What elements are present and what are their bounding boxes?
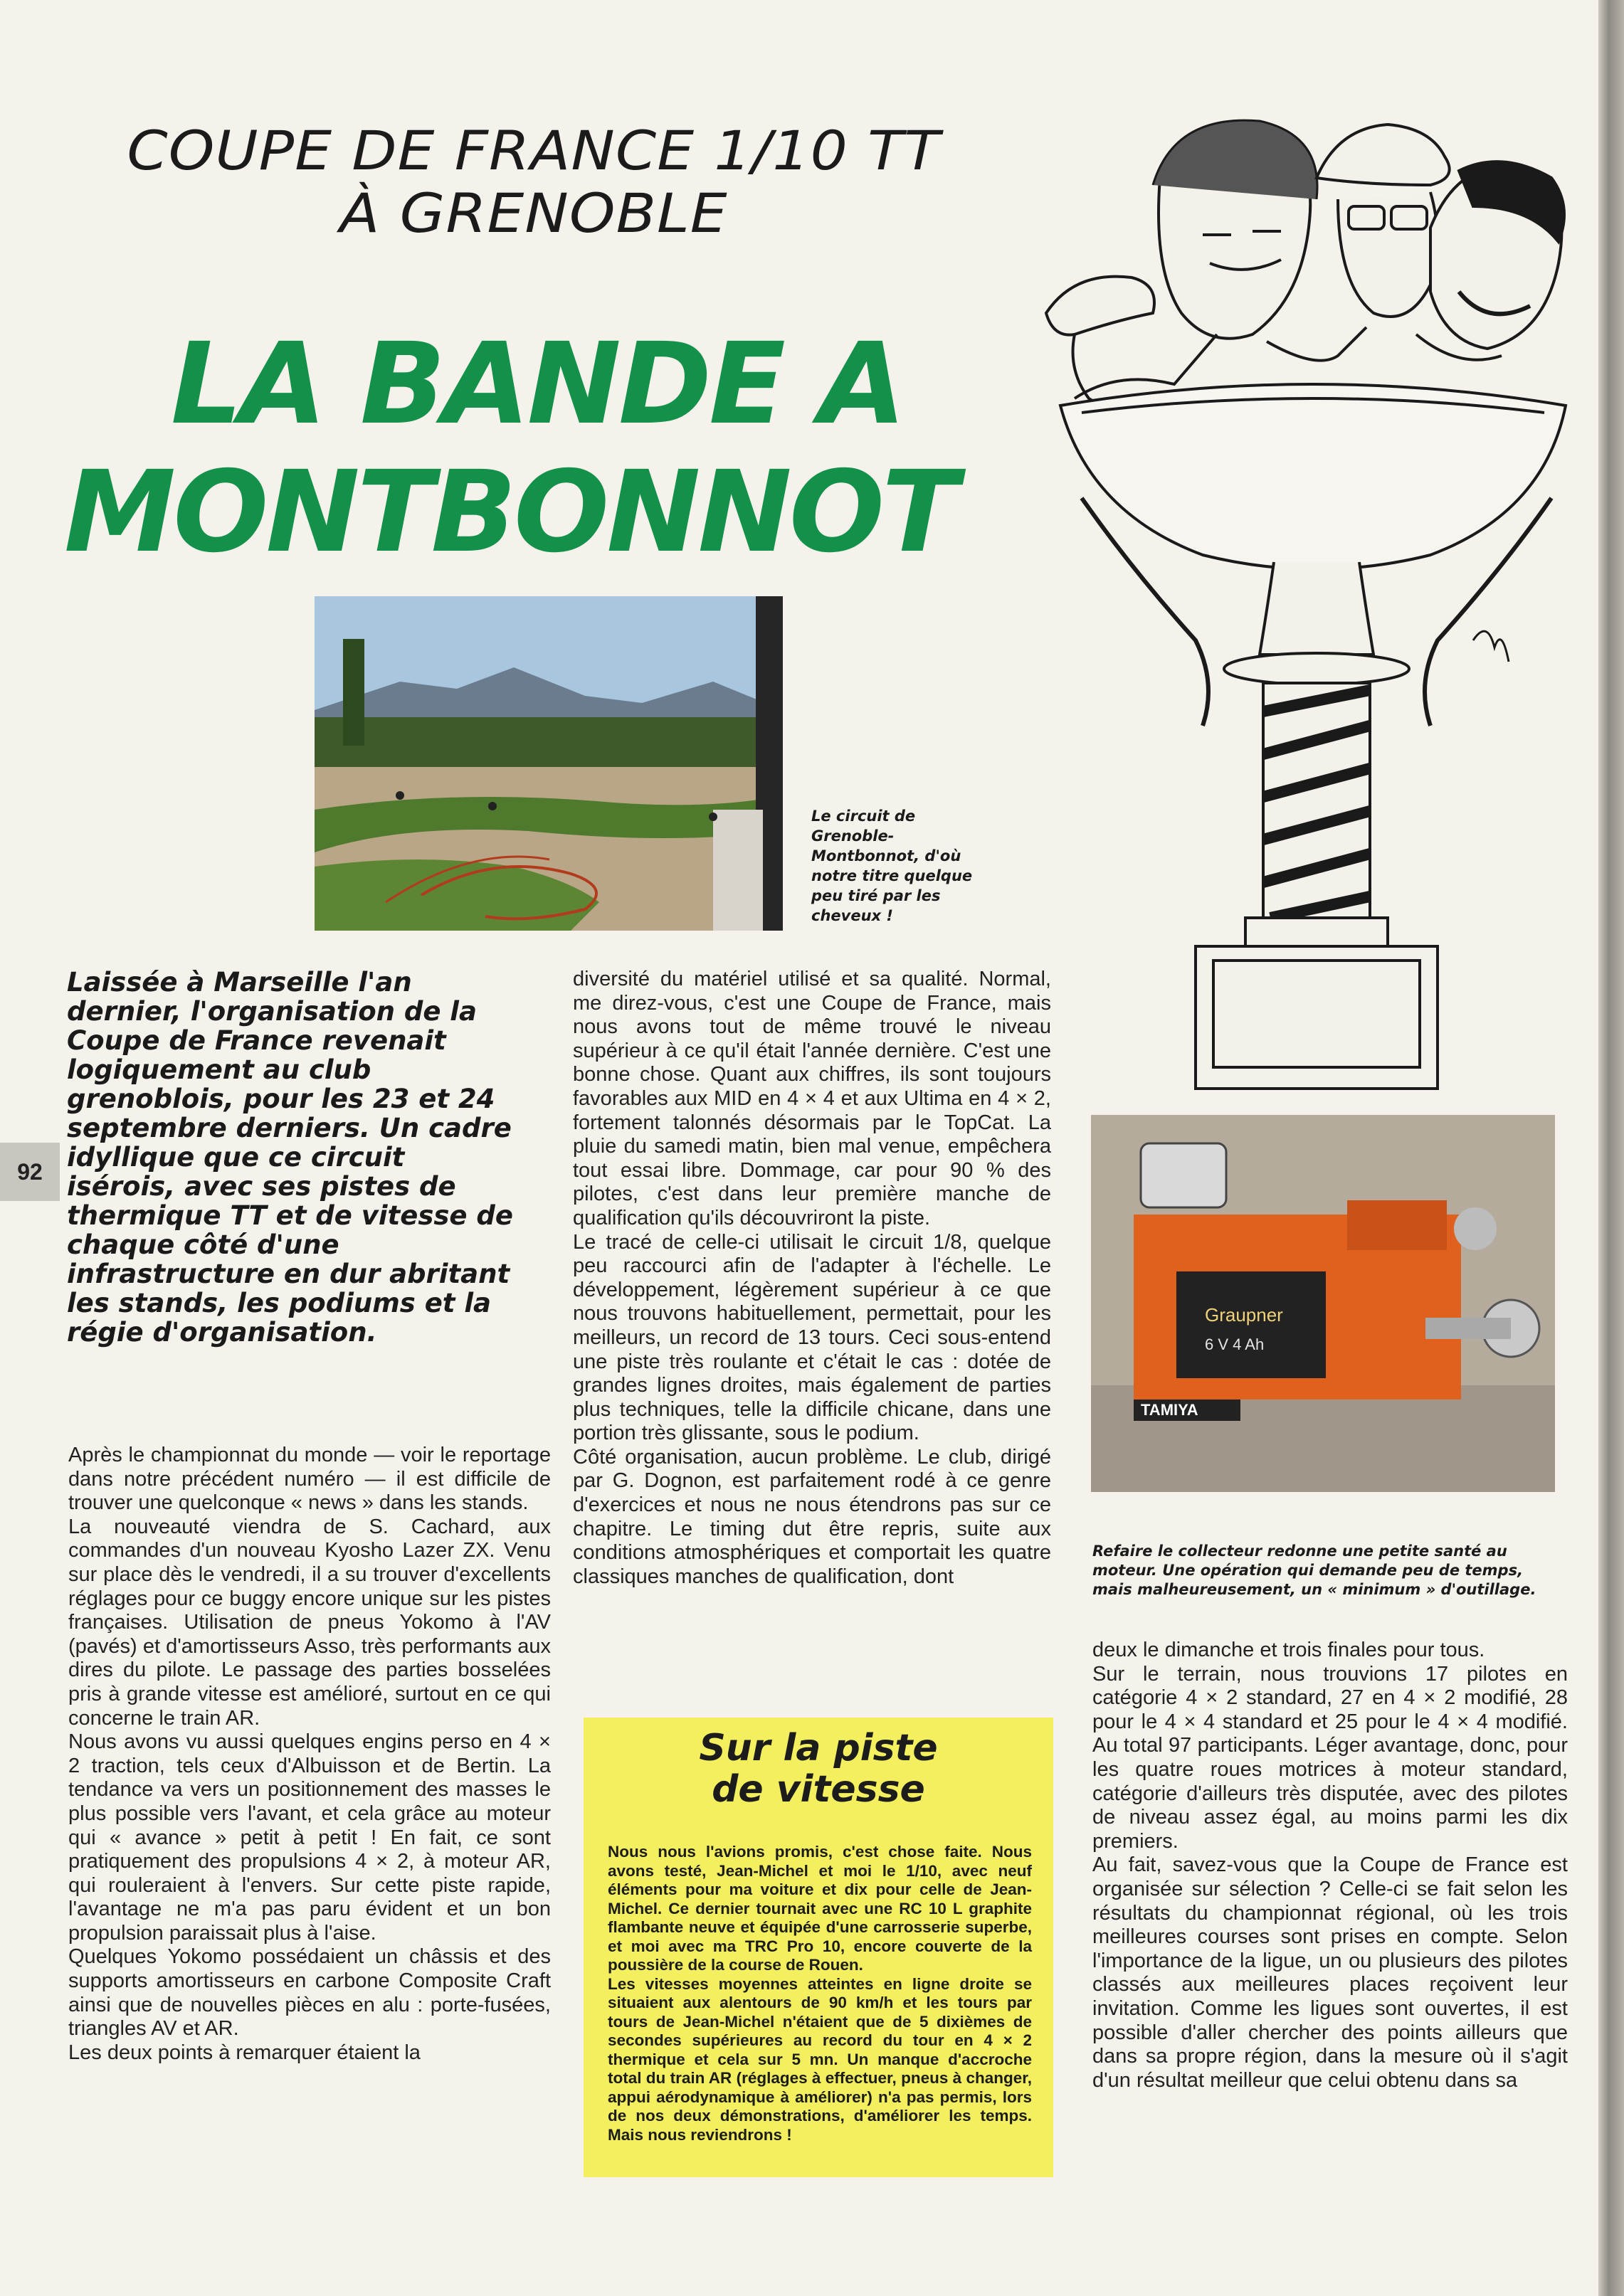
column-1-paragraph: Les deux points à remarquer étaient la [68, 2041, 421, 2064]
column-1-paragraph: Après le championnat du monde — voir le reportage dans notre précédent numéro — il est difficile de trouver une quelconque « news » dans les stands. [68, 1444, 551, 1515]
kicker-line-1: COUPE DE FRANCE 1/10 TT [127, 119, 941, 182]
sidebar-box-paragraph: Les vitesses moyennes atteintes en ligne droite se situaient aux alentours de 90 km/h et les tours par tours de Jean-Michel n'étaient que de 5 dixièmes de secondes supérieures au record du tour en 4 × 2 thermique et cela sur 5 mn. Un manque d'accroche total du train AR (réglages à effectuer, pneus à changer, appui aérodynamique à améliorer) n'a pas permis, lors de nos deux démonstrations, d'améliorer les temps. Mais nous reviendrons ! [608, 1974, 1032, 2144]
article-intro: Laissée à Marseille l'an dernier, l'organisation de la Coupe de France revenait logiquement au club grenoblois, pour les 23 et 24 septembre derniers. Un cadre idyllique que ce circuit isérois, avec ses pistes de thermique TT et de vitesse de chaque côté d'une infrastructure en dur abritant les stands, les podiums et la régie d'organisation. [67, 967, 513, 1348]
battery-brand-label: Graupner [1205, 1304, 1283, 1326]
trophy-cartoon-illustration [1032, 100, 1594, 1096]
article-headline [64, 320, 1060, 576]
motor-tool-photo-caption: Refaire le collecteur redonne une petite santé au moteur. Une opération qui demande peu de temps, mais malheureusement, un « minimum » d'outillage. [1092, 1543, 1536, 1598]
column-3-paragraph: deux le dimanche et trois finales pour tous. [1092, 1639, 1485, 1661]
sidebar-box-body [608, 1843, 1032, 2144]
tamiya-label: TAMIYA [1141, 1401, 1198, 1419]
page-edge [1598, 0, 1624, 2296]
sidebar-box-paragraph: Nous nous l'avions promis, c'est chose faite. Nous avons testé, Jean-Michel et moi le 1/10, avec neuf éléments pour ma voiture et dix pour celle de Jean-Michel. Ce dernier tournait avec une RC 10 L graphite flambante neuve et équipée d'une carrosserie superbe, et moi avec ma TRC Pro 10, encore couverte de la poussière de la course de Rouen. [608, 1843, 1032, 1974]
column-2-paragraph: Le tracé de celle-ci utilisait le circuit 1/8, quelque peu raccourci afin de l'adapter à l'échelle. Le développement, légèrement supérieur à ce que nous trouvons habituellement, permettait, pour les meilleurs, un record de 13 tours. Ceci sous-entend une piste très roulante et c'était le cas : dotée de grandes lignes droites, mais également de parties plus techniques, telle la difficile chicane, dans une portion très glissante, sous le podium. [573, 1230, 1051, 1445]
column-1-paragraph: Quelques Yokomo possédaient un châssis et des supports amortisseurs en carbone Composite Craft ainsi que de nouvelles pièces en alu : porte-fusées, triangles AV et AR. [68, 1945, 551, 2041]
kicker-line-2: À GRENOBLE [339, 181, 728, 245]
sidebar-box-title [584, 1728, 1053, 1810]
text-column-3 [1092, 1639, 1568, 2093]
column-1-paragraph: La nouveauté viendra de S. Cachard, aux commandes d'un nouveau Kyosho Lazer ZX. Venu sur place dès le vendredi, il a su trouver d'excellents réglages pour ce buggy encore unique sur les pistes françaises. Utilisation de pneus Yokomo à l'AV (pavés) et d'amortisseurs Asso, très performants aux dires du pilote. Le passage des parties bosselées pris à grande vitesse est amélioré, surtout en ce qui concerne le train AR. [68, 1515, 551, 1730]
sidebar-box-title-line-1: Sur la piste [699, 1727, 938, 1769]
page-number: 92 [0, 1143, 60, 1201]
motor-tool-photo [1091, 1115, 1555, 1492]
headline-line-1: LA BANDE A [171, 319, 904, 450]
battery-spec-label: 6 V 4 Ah [1205, 1335, 1265, 1353]
column-1-paragraph: Nous avons vu aussi quelques engins perso en 4 × 2 traction, tels ceux d'Albuisson et de Bertin. La tendance va vers un positionnement des masses le plus possible vers l'avant, et cela grâce au moteur qui « avance » petit à petit ! En fait, ce sont pratiquement des propulsions 4 × 2, à moteur AR, qui rouleraient à l'envers. Sur cette piste rapide, l'avantage ne m'a pas paru évident et un bon propulsion paraissait plus à l'aise. [68, 1730, 551, 1945]
article-kicker [107, 120, 961, 245]
sidebar-box-speed-track [584, 1718, 1053, 2177]
sidebar-box-title-line-2: de vitesse [712, 1768, 925, 1811]
text-column-1 [68, 1444, 551, 2065]
circuit-photo [315, 596, 783, 931]
text-column-2 [573, 968, 1051, 1589]
column-2-paragraph: Côté organisation, aucun problème. Le club, dirigé par G. Dognon, est parfaitement rodé à ce genre d'exercices et nous ne nous étendrons pas sur ce chapitre. Le timing dut être repris, suite aux conditions atmosphériques et comportait les quatre classiques manches de qualification, dont [573, 1445, 1051, 1588]
column-3-paragraph: Sur le terrain, nous trouvions 17 pilotes en catégorie 4 × 2 standard, 27 en 4 × 2 modifié, 28 pour le 4 × 4 standard et 25 pour le 4 × 4 modifié. Au total 97 participants. Léger avantage, donc, pour les quatre roues motrices à moteur standard, catégorie d'ailleurs très disputée, avec des pilotes de niveau assez égal, au moins parmi les dix premiers. [1092, 1662, 1568, 1853]
column-2-paragraph: diversité du matériel utilisé et sa qualité. Normal, me direz-vous, c'est une Coupe de France, mais nous avons tout de même trouvé le niveau supérieur à ce qu'il était l'année dernière. C'est une bonne chose. Quant aux chiffres, ils sont toujours favorables aux MID en 4 × 4 et aux Ultima en 4 × 2, fortement talonnés désormais par le TopCat. La pluie du samedi matin, bien mal venue, empêchera tout essai libre. Dommage, car pour 90 % des pilotes, c'est dans leur première manche de qualification qu'ils découvriront la piste. [573, 968, 1051, 1229]
headline-line-2: MONTBONNOT [64, 447, 956, 578]
column-3-paragraph: Au fait, savez-vous que la Coupe de France est organisée sur sélection ? Celle-ci se fait selon les résultats du championnat régional, où les trois meilleures courses sont prises en compte. Selon l'importance de la ligue, un ou plusieurs des pilotes classés aux meilleures places reçoivent leur invitation. Comme les ligues sont ouvertes, il est possible d'aller chercher des points ailleurs que dans sa propre région, dans la mesure où il s'agit d'un résultat meilleur que celui obtenu dans sa [1092, 1853, 1568, 2092]
circuit-photo-caption: Le circuit de Grenoble-Montbonnot, d'où notre titre quelque peu tiré par les cheveux ! [811, 808, 973, 924]
